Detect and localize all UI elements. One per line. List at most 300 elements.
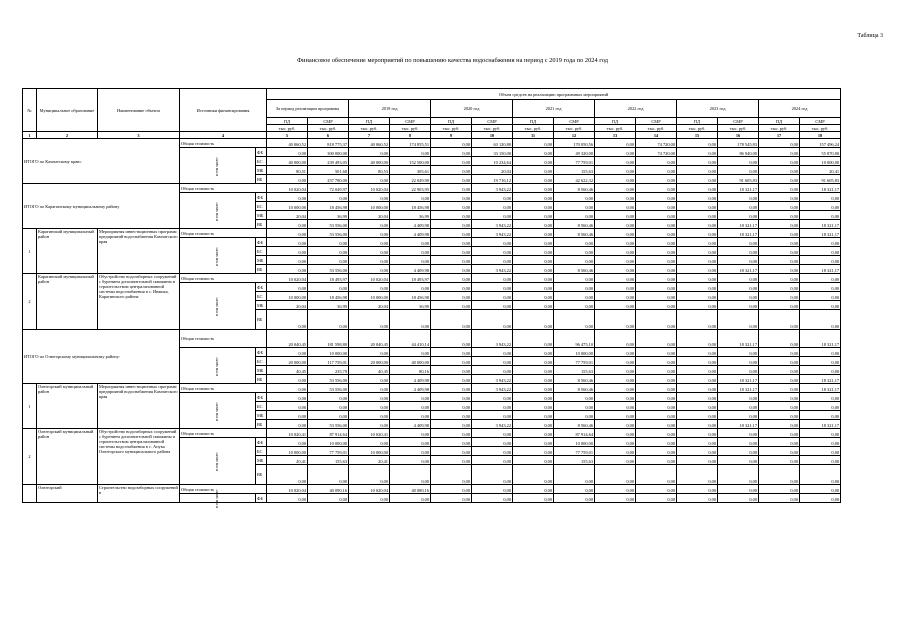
value-cell: 20,41 [349, 456, 390, 465]
value-cell: 0,00 [759, 402, 800, 411]
value-cell: 18 321,17 [718, 184, 759, 193]
value-cell: 0,00 [390, 494, 431, 503]
value-cell: 0,00 [759, 274, 800, 283]
value-cell: 0,00 [595, 139, 636, 148]
value-cell: 53 556,00 [308, 384, 349, 393]
funding-source: ФБ [256, 283, 267, 292]
value-cell: 257 780,00 [308, 175, 349, 184]
object-name: Обустройство водозаборных сооружений с бурением дополнительной скважины и строительством централизованной системы водоснабжения в с. Ивашка, Карагинского района [98, 274, 180, 330]
value-cell: 0,00 [636, 265, 677, 274]
value-cell: 87 914,64 [554, 429, 595, 438]
value-cell: 0,00 [349, 465, 390, 485]
value-cell: 0,00 [349, 438, 390, 447]
in-that-text: в том числе: [214, 201, 219, 221]
value-cell: 18 321,17 [800, 384, 841, 393]
value-cell: 818 775,37 [308, 139, 349, 148]
value-cell: 0,00 [390, 193, 431, 202]
col-header-volume: Объем средств на реализацию программных мероприятий [267, 89, 841, 100]
value-cell: 0,00 [636, 256, 677, 265]
value-cell: 40 090,16 [308, 485, 349, 494]
value-cell: 49 320,00 [554, 148, 595, 157]
value-cell: 0,00 [595, 330, 636, 348]
value-cell: 0,00 [390, 283, 431, 292]
value-cell: 3 943,22 [472, 229, 513, 238]
value-cell: 0,00 [595, 456, 636, 465]
value-cell: 0,00 [800, 366, 841, 375]
value-cell: 0,00 [636, 348, 677, 357]
value-cell: 0,00 [349, 310, 390, 330]
value-cell: 0,00 [677, 247, 718, 256]
in-that-label [180, 393, 256, 429]
value-cell: 0,00 [390, 411, 431, 420]
value-cell: 0,00 [513, 402, 554, 411]
value-cell: 178 545,83 [718, 139, 759, 148]
value-cell: 0,00 [800, 357, 841, 366]
value-cell: 0,00 [759, 348, 800, 357]
value-cell: 0,00 [390, 148, 431, 157]
value-cell: 0,00 [513, 447, 554, 456]
value-cell: 155,63 [554, 366, 595, 375]
value-cell: 8 560,46 [554, 184, 595, 193]
value-cell: 18 456,98 [390, 202, 431, 211]
column-number: 1 [23, 132, 37, 139]
value-cell: 0,00 [472, 465, 513, 485]
value-cell: 0,00 [595, 438, 636, 447]
row-number: 1 [23, 229, 37, 274]
value-cell: 0,00 [349, 220, 390, 229]
value-cell: 0,00 [513, 256, 554, 265]
value-cell: 0,00 [677, 366, 718, 375]
value-cell: 0,00 [595, 274, 636, 283]
value-cell: 0,00 [677, 283, 718, 292]
value-cell: 0,00 [554, 211, 595, 220]
value-cell: 0,00 [513, 301, 554, 310]
value-cell: 0,00 [513, 229, 554, 238]
value-cell: 0,00 [472, 357, 513, 366]
value-cell: 0,00 [595, 465, 636, 485]
financing-table [22, 88, 882, 508]
value-cell: 0,00 [636, 420, 677, 429]
value-cell: 3 943,22 [472, 184, 513, 193]
value-cell: 0,00 [513, 184, 554, 193]
value-cell: 20,41 [800, 166, 841, 175]
value-cell: 235,79 [308, 366, 349, 375]
value-cell: 117 759,01 [308, 357, 349, 366]
smr-header: СМР [472, 118, 513, 125]
value-cell: 0,00 [390, 438, 431, 447]
value-cell: 18 321,17 [718, 330, 759, 348]
value-cell: 40 000,00 [390, 357, 431, 366]
value-cell: 0,00 [636, 366, 677, 375]
value-cell: 20 040,45 [267, 330, 308, 348]
pd-header: ПД [513, 118, 554, 125]
value-cell: 0,00 [349, 193, 390, 202]
value-cell: 10 020,04 [349, 184, 390, 193]
value-cell: 0,00 [431, 301, 472, 310]
value-cell: 72 049,97 [308, 184, 349, 193]
value-cell: 8 560,46 [554, 375, 595, 384]
value-cell: 0,00 [431, 238, 472, 247]
value-cell: 0,00 [595, 357, 636, 366]
funding-source: БС [256, 292, 267, 301]
value-cell: 0,00 [267, 238, 308, 247]
value-cell: 77 759,01 [308, 447, 349, 456]
value-cell: 87 914,64 [308, 429, 349, 438]
value-cell: 0,00 [308, 256, 349, 265]
value-cell: 0,00 [349, 494, 390, 503]
period-header: 2024 год [759, 100, 841, 118]
pd-header: ПД [431, 118, 472, 125]
funding-source: ФБ [256, 393, 267, 402]
value-cell: 0,00 [472, 274, 513, 283]
value-cell: 18 321,17 [800, 220, 841, 229]
value-cell: 96 475,10 [554, 330, 595, 348]
value-cell: 0,00 [349, 175, 390, 184]
funding-source: ФБ [256, 193, 267, 202]
value-cell: 0,00 [595, 485, 636, 494]
value-cell: 8 560,46 [554, 420, 595, 429]
value-cell: 0,00 [554, 247, 595, 256]
value-cell: 0,00 [267, 265, 308, 274]
funding-source: ФБ [256, 238, 267, 247]
value-cell: 0,00 [677, 465, 718, 485]
value-cell: 0,00 [472, 438, 513, 447]
value-cell: 10 000,00 [267, 292, 308, 301]
value-cell: 0,00 [267, 420, 308, 429]
value-cell: 0,00 [718, 274, 759, 283]
value-cell: 0,00 [759, 139, 800, 148]
value-cell: 0,00 [267, 148, 308, 157]
value-cell: 0,00 [431, 411, 472, 420]
value-cell: 0,00 [759, 310, 800, 330]
value-cell: 0,00 [759, 357, 800, 366]
value-cell: 0,00 [595, 148, 636, 157]
value-cell: 3 943,22 [472, 384, 513, 393]
value-cell: 0,00 [677, 139, 718, 148]
funding-source: ВБ [256, 310, 267, 330]
value-cell: 22 049,90 [390, 175, 431, 184]
value-cell: 10 020,41 [267, 429, 308, 438]
in-that-label [180, 438, 256, 485]
value-cell: 4 409,98 [390, 229, 431, 238]
value-cell: 0,00 [718, 348, 759, 357]
value-cell: 86 940,00 [718, 148, 759, 157]
value-cell: 0,00 [636, 393, 677, 402]
unit-label: тыс. руб. [390, 125, 431, 132]
column-number: 18 [800, 132, 841, 139]
value-cell: 0,00 [677, 265, 718, 274]
value-cell: 0,00 [513, 375, 554, 384]
value-cell: 0,00 [472, 292, 513, 301]
value-cell: 0,00 [267, 438, 308, 447]
value-cell: 0,00 [431, 420, 472, 429]
value-cell: 10 000,00 [554, 348, 595, 357]
value-cell: 0,00 [759, 247, 800, 256]
unit-label: тыс. руб. [267, 125, 308, 132]
municipality-name: Карагинский муниципальный район [37, 229, 98, 274]
value-cell: 0,00 [800, 456, 841, 465]
value-cell: 0,00 [759, 238, 800, 247]
row-number: 2 [23, 274, 37, 330]
column-number: 5 [267, 132, 308, 139]
value-cell: 0,00 [349, 238, 390, 247]
value-cell: 0,00 [308, 465, 349, 485]
value-cell: 0,00 [431, 465, 472, 485]
value-cell: 0,00 [349, 375, 390, 384]
value-cell: 0,00 [677, 393, 718, 402]
municipality-name: Олюторский муниципальный район [37, 384, 98, 429]
value-cell: 0,00 [677, 420, 718, 429]
value-cell: 40 000,00 [267, 157, 308, 166]
value-cell: 0,00 [472, 256, 513, 265]
value-cell: 0,00 [308, 411, 349, 420]
value-cell: 0,00 [267, 175, 308, 184]
value-cell: 0,00 [554, 485, 595, 494]
funding-source: ВБ [256, 420, 267, 429]
funding-source: ВБ [256, 265, 267, 274]
value-cell: 0,00 [513, 384, 554, 393]
value-cell: 0,00 [636, 184, 677, 193]
value-cell: 80,16 [390, 366, 431, 375]
value-cell: 0,00 [267, 220, 308, 229]
value-cell: 0,00 [759, 375, 800, 384]
value-cell: 36,99 [308, 301, 349, 310]
value-cell: 0,00 [677, 193, 718, 202]
value-cell: 0,00 [390, 256, 431, 265]
value-cell: 0,00 [513, 456, 554, 465]
value-cell: 91 605,83 [800, 175, 841, 184]
value-cell: 20,04 [472, 166, 513, 175]
value-cell: 42 622,32 [554, 175, 595, 184]
value-cell: 0,00 [513, 348, 554, 357]
value-cell: 0,00 [677, 166, 718, 175]
value-cell: 0,00 [554, 292, 595, 301]
value-cell: 0,00 [349, 148, 390, 157]
value-cell: 0,00 [636, 193, 677, 202]
value-cell: 0,00 [431, 384, 472, 393]
value-cell: 0,00 [472, 193, 513, 202]
value-cell: 0,00 [431, 292, 472, 301]
value-cell: 0,00 [390, 465, 431, 485]
col-header-object: Наименование объекта [98, 89, 180, 132]
value-cell: 0,00 [513, 238, 554, 247]
funding-source: ВБ [256, 175, 267, 184]
value-cell: 0,00 [595, 447, 636, 456]
value-cell: 0,00 [595, 393, 636, 402]
value-cell: 0,00 [718, 411, 759, 420]
value-cell: 0,00 [513, 202, 554, 211]
value-cell: 0,00 [800, 202, 841, 211]
municipality-name: Олюторский муниципальный район [37, 429, 98, 485]
table-row [23, 139, 882, 148]
value-cell: 0,00 [554, 310, 595, 330]
value-cell: 0,00 [472, 494, 513, 503]
funding-source: ФБ [256, 348, 267, 357]
unit-label: тыс. руб. [595, 125, 636, 132]
value-cell: 0,00 [431, 330, 472, 348]
value-cell: 0,00 [513, 193, 554, 202]
funding-source: ФБ [256, 148, 267, 157]
value-cell: 0,00 [677, 348, 718, 357]
value-cell: 0,00 [636, 402, 677, 411]
value-cell: 0,00 [513, 292, 554, 301]
value-cell: 18 493,97 [390, 274, 431, 283]
in-that-text: в том числе: [214, 452, 219, 471]
value-cell: 0,00 [759, 283, 800, 292]
value-cell: 0,00 [349, 411, 390, 420]
value-cell: 0,00 [554, 202, 595, 211]
value-cell: 0,00 [595, 247, 636, 256]
value-cell: 0,00 [759, 166, 800, 175]
funding-source: БС [256, 357, 267, 366]
value-cell: 0,00 [513, 283, 554, 292]
value-cell: 0,00 [677, 211, 718, 220]
value-cell: 305,61 [390, 166, 431, 175]
col-header-no: № [23, 89, 37, 132]
value-cell: 0,00 [431, 348, 472, 357]
value-cell: 0,00 [718, 402, 759, 411]
value-cell: 0,00 [513, 485, 554, 494]
value-cell: 0,00 [636, 157, 677, 166]
value-cell: 0,00 [800, 447, 841, 456]
value-cell: 0,00 [718, 202, 759, 211]
column-number: 9 [431, 132, 472, 139]
value-cell: 0,00 [472, 247, 513, 256]
value-cell: 0,00 [677, 148, 718, 157]
value-cell: 0,00 [759, 411, 800, 420]
value-cell: 80,53 [349, 166, 390, 175]
value-cell: 0,00 [513, 139, 554, 148]
value-cell: 0,00 [349, 393, 390, 402]
value-cell: 8 560,46 [554, 265, 595, 274]
value-cell: 18 321,17 [800, 330, 841, 348]
smr-header: СМР [308, 118, 349, 125]
value-cell: 0,00 [677, 157, 718, 166]
value-cell: 0,00 [554, 393, 595, 402]
value-cell: 40,45 [349, 366, 390, 375]
value-cell: 0,00 [513, 366, 554, 375]
total-cost-label: Общая стоимость [180, 274, 267, 283]
value-cell: 0,00 [595, 193, 636, 202]
value-cell: 0,00 [636, 202, 677, 211]
funding-source: МБ [256, 456, 267, 465]
total-cost-label: Общая стоимость [180, 485, 267, 494]
table-row [23, 330, 882, 348]
value-cell: 0,00 [472, 283, 513, 292]
value-cell: 0,00 [431, 220, 472, 229]
value-cell: 0,00 [718, 238, 759, 247]
smr-header: СМР [636, 118, 677, 125]
value-cell: 0,00 [636, 330, 677, 348]
unit-label: тыс. руб. [636, 125, 677, 132]
column-number: 2 [37, 132, 98, 139]
value-cell: 0,00 [431, 202, 472, 211]
value-cell: 501,68 [308, 166, 349, 175]
value-cell: 77 759,01 [554, 157, 595, 166]
in-that-label [180, 238, 256, 274]
value-cell: 0,00 [636, 465, 677, 485]
value-cell: 0,00 [267, 229, 308, 238]
value-cell: 0,00 [349, 265, 390, 274]
funding-source: МБ [256, 211, 267, 220]
value-cell: 0,00 [677, 438, 718, 447]
value-cell: 0,00 [759, 148, 800, 157]
value-cell: 4 409,98 [390, 384, 431, 393]
value-cell: 0,00 [349, 402, 390, 411]
value-cell: 0,00 [636, 456, 677, 465]
value-cell: 0,00 [718, 301, 759, 310]
value-cell: 0,00 [431, 447, 472, 456]
value-cell: 10 000,00 [308, 348, 349, 357]
value-cell: 0,00 [431, 283, 472, 292]
value-cell: 0,00 [800, 402, 841, 411]
value-cell: 155,63 [554, 166, 595, 175]
value-cell: 0,00 [431, 494, 472, 503]
table-row [23, 184, 882, 193]
value-cell: 0,00 [718, 438, 759, 447]
value-cell: 10 000,00 [800, 157, 841, 166]
value-cell: 0,00 [595, 420, 636, 429]
value-cell: 0,00 [308, 238, 349, 247]
value-cell: 0,00 [513, 247, 554, 256]
funding-source: БС [256, 157, 267, 166]
in-that-text: в том числе: [214, 489, 219, 508]
value-cell: 0,00 [595, 175, 636, 184]
value-cell: 74 720,00 [636, 139, 677, 148]
value-cell: 0,00 [718, 310, 759, 330]
value-cell: 36,99 [390, 301, 431, 310]
value-cell: 0,00 [677, 238, 718, 247]
value-cell: 0,00 [800, 274, 841, 283]
value-cell: 0,00 [677, 357, 718, 366]
value-cell: 10 020,04 [267, 184, 308, 193]
value-cell: 0,00 [554, 238, 595, 247]
period-header: 2021 год [513, 100, 595, 118]
value-cell: 0,00 [718, 456, 759, 465]
unit-label: тыс. руб. [759, 125, 800, 132]
value-cell: 0,00 [800, 301, 841, 310]
value-cell: 0,00 [595, 238, 636, 247]
value-cell: 18 321,17 [718, 265, 759, 274]
value-cell: 0,00 [390, 348, 431, 357]
value-cell: 0,00 [472, 456, 513, 465]
value-cell: 0,00 [308, 393, 349, 402]
value-cell: 0,00 [759, 456, 800, 465]
value-cell: 0,00 [267, 393, 308, 402]
value-cell: 0,00 [431, 375, 472, 384]
block-total-label: ИТОГО по Камчатскому краю: [23, 139, 180, 184]
value-cell: 55 870,00 [800, 148, 841, 157]
value-cell: 0,00 [677, 229, 718, 238]
value-cell: 0,00 [595, 184, 636, 193]
value-cell: 10 000,00 [349, 202, 390, 211]
value-cell: 0,00 [513, 420, 554, 429]
value-cell: 0,00 [431, 157, 472, 166]
value-cell: 0,00 [759, 465, 800, 485]
value-cell: 4 409,98 [390, 420, 431, 429]
value-cell: 0,00 [595, 283, 636, 292]
object-name: Мероприятия инвестиционных программ предприятий водоснабжения Камчатского края [98, 229, 180, 274]
value-cell: 20,41 [267, 456, 308, 465]
table-number: Таблица 3 [857, 33, 883, 39]
value-cell: 0,00 [636, 166, 677, 175]
value-cell: 0,00 [636, 375, 677, 384]
value-cell: 10 020,04 [349, 485, 390, 494]
value-cell: 10 000,00 [349, 447, 390, 456]
in-that-label [180, 148, 256, 184]
value-cell: 0,00 [431, 166, 472, 175]
value-cell: 0,00 [759, 447, 800, 456]
